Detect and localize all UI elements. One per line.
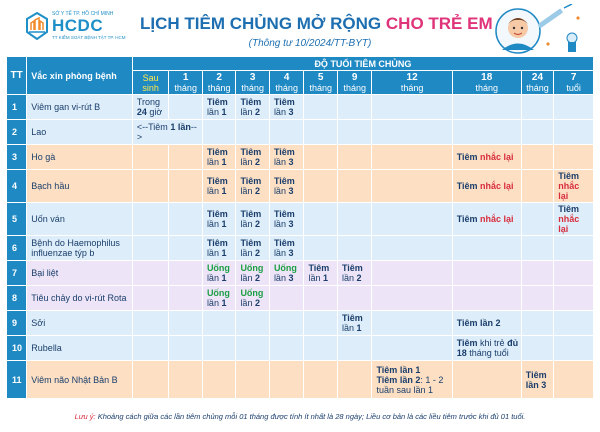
org-sub-text: TT KIỂM SOÁT BỆNH TẬT TP. HCM (52, 35, 126, 40)
table-row (7, 311, 594, 336)
page-header (0, 0, 600, 55)
vaccine-name: Uốn ván (27, 203, 133, 236)
age-header: 24 tháng (521, 71, 553, 95)
age-header: 5 tháng (304, 71, 338, 95)
schedule-cell: Tiêm lần 2 (337, 261, 372, 286)
schedule-cell: <--Tiêm 1 lần--> (132, 120, 202, 145)
schedule-cell: Tiêm nhắc lại (452, 170, 521, 203)
org-small-text: SỞ Y TẾ TP. HỒ CHÍ MINH (52, 11, 114, 17)
footnote (0, 412, 600, 421)
schedule-cell: Tiêm nhắc lại (452, 203, 521, 236)
age-group-header: ĐỘ TUỔI TIÊM CHỦNG (132, 57, 593, 71)
schedule-cell: Tiêm lần 1 (202, 236, 236, 261)
vaccine-name: Ho gà (27, 145, 133, 170)
vaccine-name: Viêm não Nhật Bản B (27, 361, 133, 399)
row-number: 1 (7, 95, 27, 120)
age-header: 7 tuổi (554, 71, 594, 95)
schedule-cell: Tiêm lần 2 (236, 145, 270, 170)
age-header: 4 tháng (269, 71, 304, 95)
vaccine-name: Bạch hầu (27, 170, 133, 203)
schedule-cell: Tiêm lần 3 (269, 236, 304, 261)
age-header: Sau sinh (132, 71, 169, 95)
schedule-cell: Tiêm lần 1 (304, 261, 338, 286)
schedule-cell: Tiêm lần 2 (236, 236, 270, 261)
row-number: 10 (7, 336, 27, 361)
schedule-cell: Tiêm lần 3 (269, 170, 304, 203)
schedule-cell: Uống lần 2 (236, 286, 270, 311)
schedule-cell: Uống lần 2 (236, 261, 270, 286)
schedule-cell: Tiêm lần 1 Tiêm lần 2: 1 - 2 tuần sau lần 1 (372, 361, 452, 399)
age-header: 2 tháng (202, 71, 236, 95)
table-row (7, 261, 594, 286)
vaccine-name: Viêm gan vi-rút B (27, 95, 133, 120)
age-header: 3 tháng (236, 71, 270, 95)
vaccine-name: Sởi (27, 311, 133, 336)
title-main: LỊCH TIÊM CHỦNG MỞ RỘNG (140, 14, 382, 33)
age-header: 18 tháng (452, 71, 521, 95)
table-row (7, 120, 594, 145)
row-number: 6 (7, 236, 27, 261)
age-header: 9 tháng (337, 71, 372, 95)
vaccine-name: Bại liệt (27, 261, 133, 286)
schedule-cell: Tiêm lần 3 (269, 203, 304, 236)
schedule-cell: Uống lần 3 (269, 261, 304, 286)
table-row (7, 286, 594, 311)
schedule-cell: Tiêm lần 3 (269, 95, 304, 120)
footnote-text: Khoảng cách giữa các lần tiêm chủng mỗi 01 tháng được tính ít nhất là 28 ngày; Liều cơ bản là các liều tiêm trước khi đủ 01 tuổi. (97, 412, 526, 421)
schedule-cell: Tiêm lần 1 (202, 145, 236, 170)
table-row (7, 170, 594, 203)
schedule-cell: Tiêm nhắc lại (554, 170, 594, 203)
schedule-cell: Tiêm khi trẻ đủ 18 tháng tuổi (452, 336, 521, 361)
schedule-cell: Tiêm lần 1 (202, 95, 236, 120)
vaccination-illustration-icon (476, 4, 586, 54)
schedule-cell: Tiêm nhắc lại (554, 203, 594, 236)
col-header-vaccine: Vắc xin phòng bệnh (27, 57, 133, 95)
schedule-cell: Tiêm lần 1 (202, 170, 236, 203)
org-name: HCDC (52, 16, 104, 35)
row-number: 4 (7, 170, 27, 203)
page-title (140, 14, 493, 34)
footnote-prefix: Lưu ý: (74, 412, 96, 421)
age-header: 12 tháng (372, 71, 452, 95)
row-number: 9 (7, 311, 27, 336)
schedule-cell: Tiêm lần 2 (236, 170, 270, 203)
table-row (7, 236, 594, 261)
schedule-cell: Tiêm nhắc lại (452, 145, 521, 170)
vaccine-name: Rubella (27, 336, 133, 361)
row-number: 11 (7, 361, 27, 399)
table-row (7, 95, 594, 120)
table-row (7, 361, 594, 399)
row-number: 7 (7, 261, 27, 286)
schedule-cell: Tiêm lần 3 (269, 145, 304, 170)
schedule-cell: Tiêm lần 3 (521, 361, 553, 399)
vaccine-name: Lao (27, 120, 133, 145)
hcdc-logo-icon (25, 12, 49, 40)
table-row (7, 203, 594, 236)
schedule-cell: Tiêm lần 2 (236, 95, 270, 120)
schedule-cell: Tiêm lần 1 (202, 203, 236, 236)
schedule-cell: Uống lần 1 (202, 261, 236, 286)
vaccine-name: Tiêu chảy do vi-rút Rota (27, 286, 133, 311)
vaccination-schedule-table (6, 56, 594, 399)
row-number: 2 (7, 120, 27, 145)
schedule-cell: Tiêm lần 1 (337, 311, 372, 336)
schedule-cell: Tiêm lần 2 (236, 203, 270, 236)
table-row (7, 336, 594, 361)
age-header: 1 tháng (169, 71, 203, 95)
organization-block (52, 11, 126, 40)
row-number: 3 (7, 145, 27, 170)
row-number: 8 (7, 286, 27, 311)
vaccine-name: Bệnh do Haemophilus influenzae týp b (27, 236, 133, 261)
table-row (7, 145, 594, 170)
row-number: 5 (7, 203, 27, 236)
schedule-cell: Uống lần 1 (202, 286, 236, 311)
page-subtitle: (Thông tư 10/2024/TT-BYT) (248, 38, 372, 49)
schedule-cell: Tiêm lần 2 (452, 311, 521, 336)
schedule-cell: Trong 24 giờ (132, 95, 169, 120)
col-header-tt: TT (7, 57, 27, 95)
title-accent: CHO TRẺ EM (385, 14, 493, 33)
